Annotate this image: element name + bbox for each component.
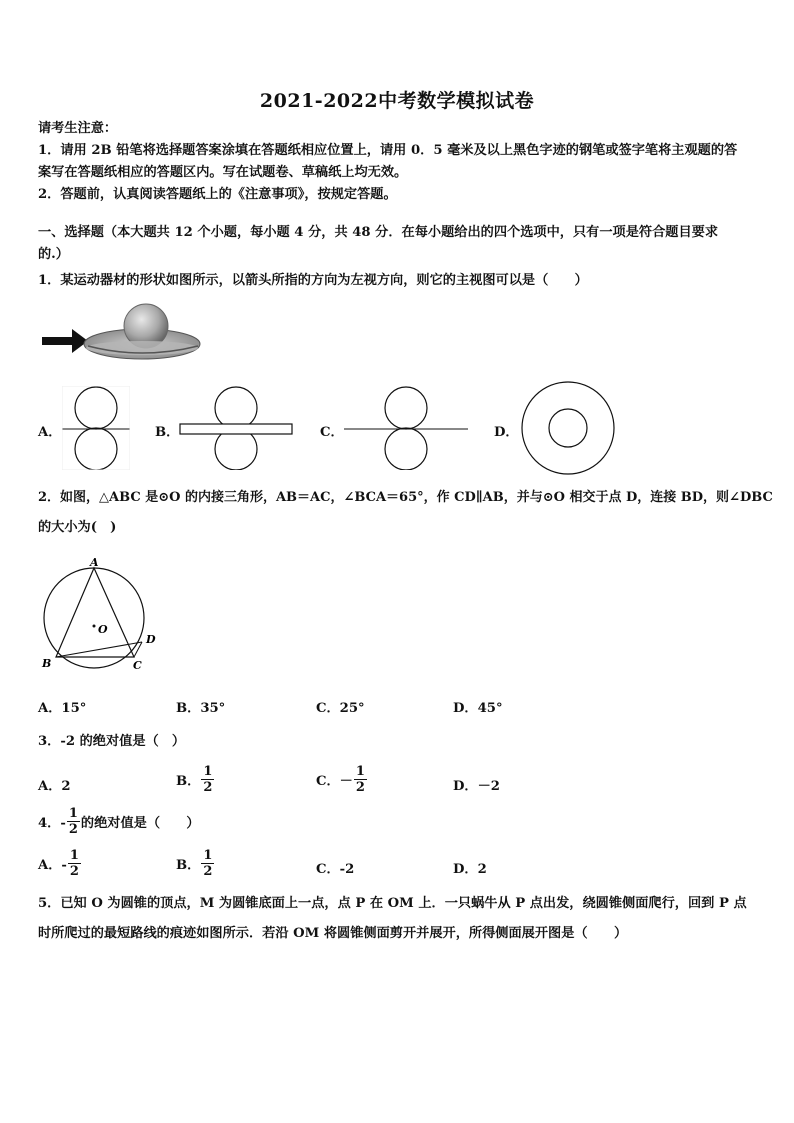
question-3-option-a: A．2 [38,779,71,794]
figure-label-b: B [42,657,52,670]
question-5-text-line-2: 时所爬过的最短路线的痕迹如图所示．若沿 OM 将圆锥侧面剪开并展开，所得侧面展开图是（ ） [38,926,628,941]
fraction-denominator: 2 [355,780,365,795]
question-2-text-line-2: 的大小为( ) [38,520,117,535]
question-1-option-b-label: B． [155,425,180,440]
question-1-option-a-label: A． [38,425,62,440]
question-4-option-b-fraction [201,848,214,879]
question-3-option-c [316,764,368,795]
question-3-text: 3．-2 的绝对值是（ ） [38,734,186,749]
question-4-option-a-label: A．- [38,858,67,873]
question-3-option-b [176,764,215,795]
question-3-option-b-label: B． [176,774,201,789]
fraction-denominator: 2 [203,864,213,879]
question-1-option-c-label: C． [320,425,344,440]
section-1-heading-line-1: 一、选择题（本大题共 12 个小题，每小题 4 分，共 48 分．在每小题给出的四个选项中，只有一项是符合题目要求 [38,225,719,240]
notice-item-1-line-1: 1．请用 2B 铅笔将选择题答案涂填在答题纸相应位置上，请用 0．5 毫米及以上黑色字迹的钢笔或签字笔将主观题的答 [38,143,738,158]
figure-label-o: O [98,623,108,636]
fraction-numerator: 1 [203,848,213,863]
question-4-option-a-fraction [68,848,81,879]
question-1-option-a-figure [62,386,130,470]
question-4-option-b [176,848,215,879]
question-5-text-line-1: 5．已知 O 为圆锥的顶点，M 为圆锥底面上一点，点 P 在 OM 上．一只蜗牛从 P 点出发，绕圆锥侧面爬行，回到 P 点 [38,896,747,911]
question-3-option-b-fraction [201,764,214,795]
notice-item-1-line-2: 案写在答题纸相应的答题区内。写在试题卷、草稿纸上均无效。 [38,165,408,180]
fraction-numerator: 1 [355,764,365,779]
fraction-numerator: 1 [68,806,78,821]
question-1-option-d-label: D． [494,425,519,440]
question-4-option-c: C．-2 [316,862,355,877]
figure-label-d: D [146,633,156,646]
notice-item-2: 2．答题前，认真阅读答题纸上的《注意事项》，按规定答题。 [38,187,397,202]
question-2-option-d: D．45° [453,701,503,716]
question-2-option-a: A．15° [38,701,87,716]
question-4-suffix: 的绝对值是（ ） [80,816,200,831]
fraction-denominator: 2 [203,780,213,795]
sports-equipment-figure [38,300,204,372]
question-4-fraction [67,806,80,837]
question-4-option-a [38,848,82,879]
figure-label-c: C [133,659,142,672]
question-3-option-c-fraction [354,764,367,795]
question-4-prefix: 4．- [38,816,66,831]
fraction-denominator: 2 [68,822,78,837]
fraction-numerator: 1 [69,848,79,863]
question-3-option-c-label: C．－ [316,774,353,789]
notice-heading: 请考生注意： [38,121,118,136]
question-2-text-line-1: 2．如图，△ABC 是⊙O 的内接三角形，AB＝AC，∠BCA＝65°，作 CD∥AB，并与⊙O 相交于点 D，连接 BD，则∠DBC [38,490,773,505]
question-1-option-b-figure [178,386,294,470]
fraction-numerator: 1 [203,764,213,779]
arrow-icon [42,329,88,353]
fraction-denominator: 2 [69,864,79,879]
question-2-circle-figure [38,556,158,674]
page-title: 2021-2022中考数学模拟试卷 [259,90,535,112]
figure-label-a: A [90,556,99,569]
question-3-option-d: D．－2 [453,779,500,794]
question-2-option-c: C．25° [316,701,365,716]
question-1-option-d-figure [516,378,620,478]
question-4-option-d: D．2 [453,862,487,877]
question-4-text [38,806,200,837]
section-1-heading-line-2: 的.） [38,247,69,262]
question-1-text: 1．某运动器材的形状如图所示，以箭头所指的方向为左视方向，则它的主视图可以是（ ） [38,273,588,288]
question-1-option-c-figure [344,386,468,470]
question-2-option-b: B．35° [176,701,226,716]
question-4-option-b-label: B． [176,858,201,873]
